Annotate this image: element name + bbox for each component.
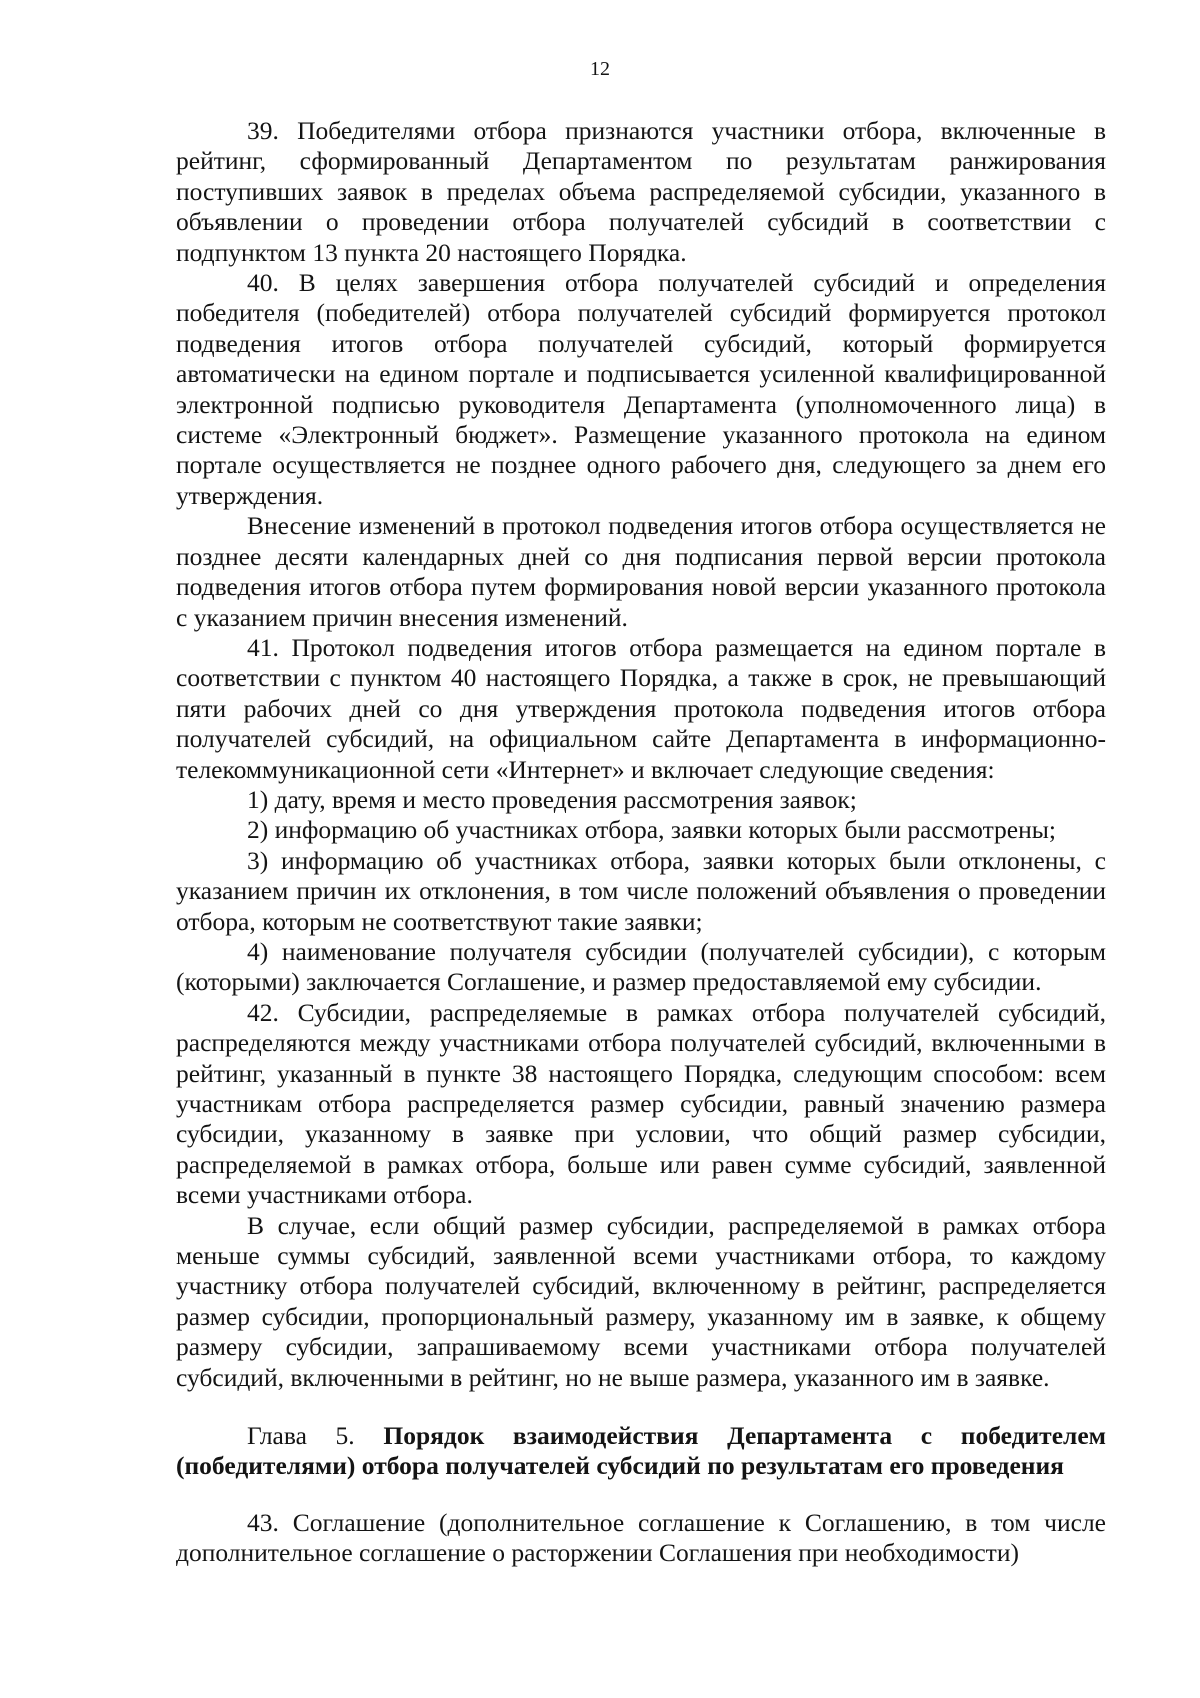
paragraph-42-proportional: В случае, если общий размер субсидии, распределяемой в рамках отбора меньше суммы субсидий, заявленной всеми участниками отбора, то каждому участнику отбора получателей субсидий, включенному в рейтинг, распределяется размер субсидии, пропорциональный размеру, указанному им в заявке, к общему размеру субсидии, запрашиваемому всеми участниками отбора получателей субсидий, включенными в рейтинг, но не выше размера, указанного им в заявке. [176,1210,1106,1392]
document-body [176,116,1106,1569]
chapter-title: Порядок взаимодействия Департамента с победителем (победителями) отбора получателей субсидий по результатам его проведения [176,1421,1107,1481]
list-item-4: 4) наименование получателя субсидии (получателей субсидии), с которым (которыми) заключается Соглашение, и размер предоставляемой ему субсидии. [176,936,1106,997]
page-number: 12 [590,58,610,80]
paragraph-42: 42. Субсидии, распределяемые в рамках отбора получателей субсидий, распределяются между участниками отбора получателей субсидий, включенными в рейтинг, указанный в пункте 38 настоящего Порядка, следующим способом: всем участникам отбора распределяется размер субсидии, равный значению размера субсидии, указанному в заявке при условии, что общий размер субсидии, распределяемой в рамках отбора, больше или равен сумме субсидий, заявленной всеми участниками отбора. [176,997,1106,1210]
paragraph-43: 43. Соглашение (дополнительное соглашение к Соглашению, в том числе дополнительное соглашение о расторжении Соглашения при необходимости) [176,1507,1106,1568]
chapter-label: Глава 5. [247,1421,355,1451]
list-item-1: 1) дату, время и место проведения рассмотрения заявок; [247,784,857,814]
paragraph-40-amendments: Внесение изменений в протокол подведения итогов отбора осуществляется не позднее десяти календарных дней со дня подписания первой версии протокола подведения итогов отбора путем формирования новой версии указанного протокола с указанием причин внесения изменений. [176,511,1106,632]
chapter-heading [176,1421,1106,1482]
list-item-2: 2) информацию об участниках отбора, заявки которых были рассмотрены; [247,815,1056,845]
paragraph-40: 40. В целях завершения отбора получателей субсидий и определения победителя (победителей) отбора получателей субсидий формируется протокол подведения итогов отбора получателей субсидий, который формируется автоматически на едином портале и подписывается усиленной квалифицированной электронной подписью руководителя Департамента (уполномоченного лица) в системе «Электронный бюджет». Размещение указанного протокола на едином портале осуществляется не позднее одного рабочего дня, следующего за днем его утверждения. [176,268,1106,510]
paragraph-39: 39. Победителями отбора признаются участники отбора, включенные в рейтинг, сформированный Департаментом по результатам ранжирования поступивших заявок в пределах объема распределяемой субсидии, указанного в объявлении о проведении отбора получателей субсидий в соответствии с подпунктом 13 пункта 20 настоящего Порядка. [176,116,1106,267]
paragraph-41: 41. Протокол подведения итогов отбора размещается на едином портале в соответствии с пунктом 40 настоящего Порядка, а также в срок, не превышающий пяти рабочих дней со дня утверждения протокола подведения итогов отбора получателей субсидий, на официальном сайте Департамента в информационно-телекоммуникационной сети «Интернет» и включает следующие сведения: [176,632,1106,784]
list-item-3: 3) информацию об участниках отбора, заявки которых были отклонены, с указанием причин их отклонения, в том числе положений объявления о проведении отбора, которым не соответствуют такие заявки; [176,845,1106,936]
